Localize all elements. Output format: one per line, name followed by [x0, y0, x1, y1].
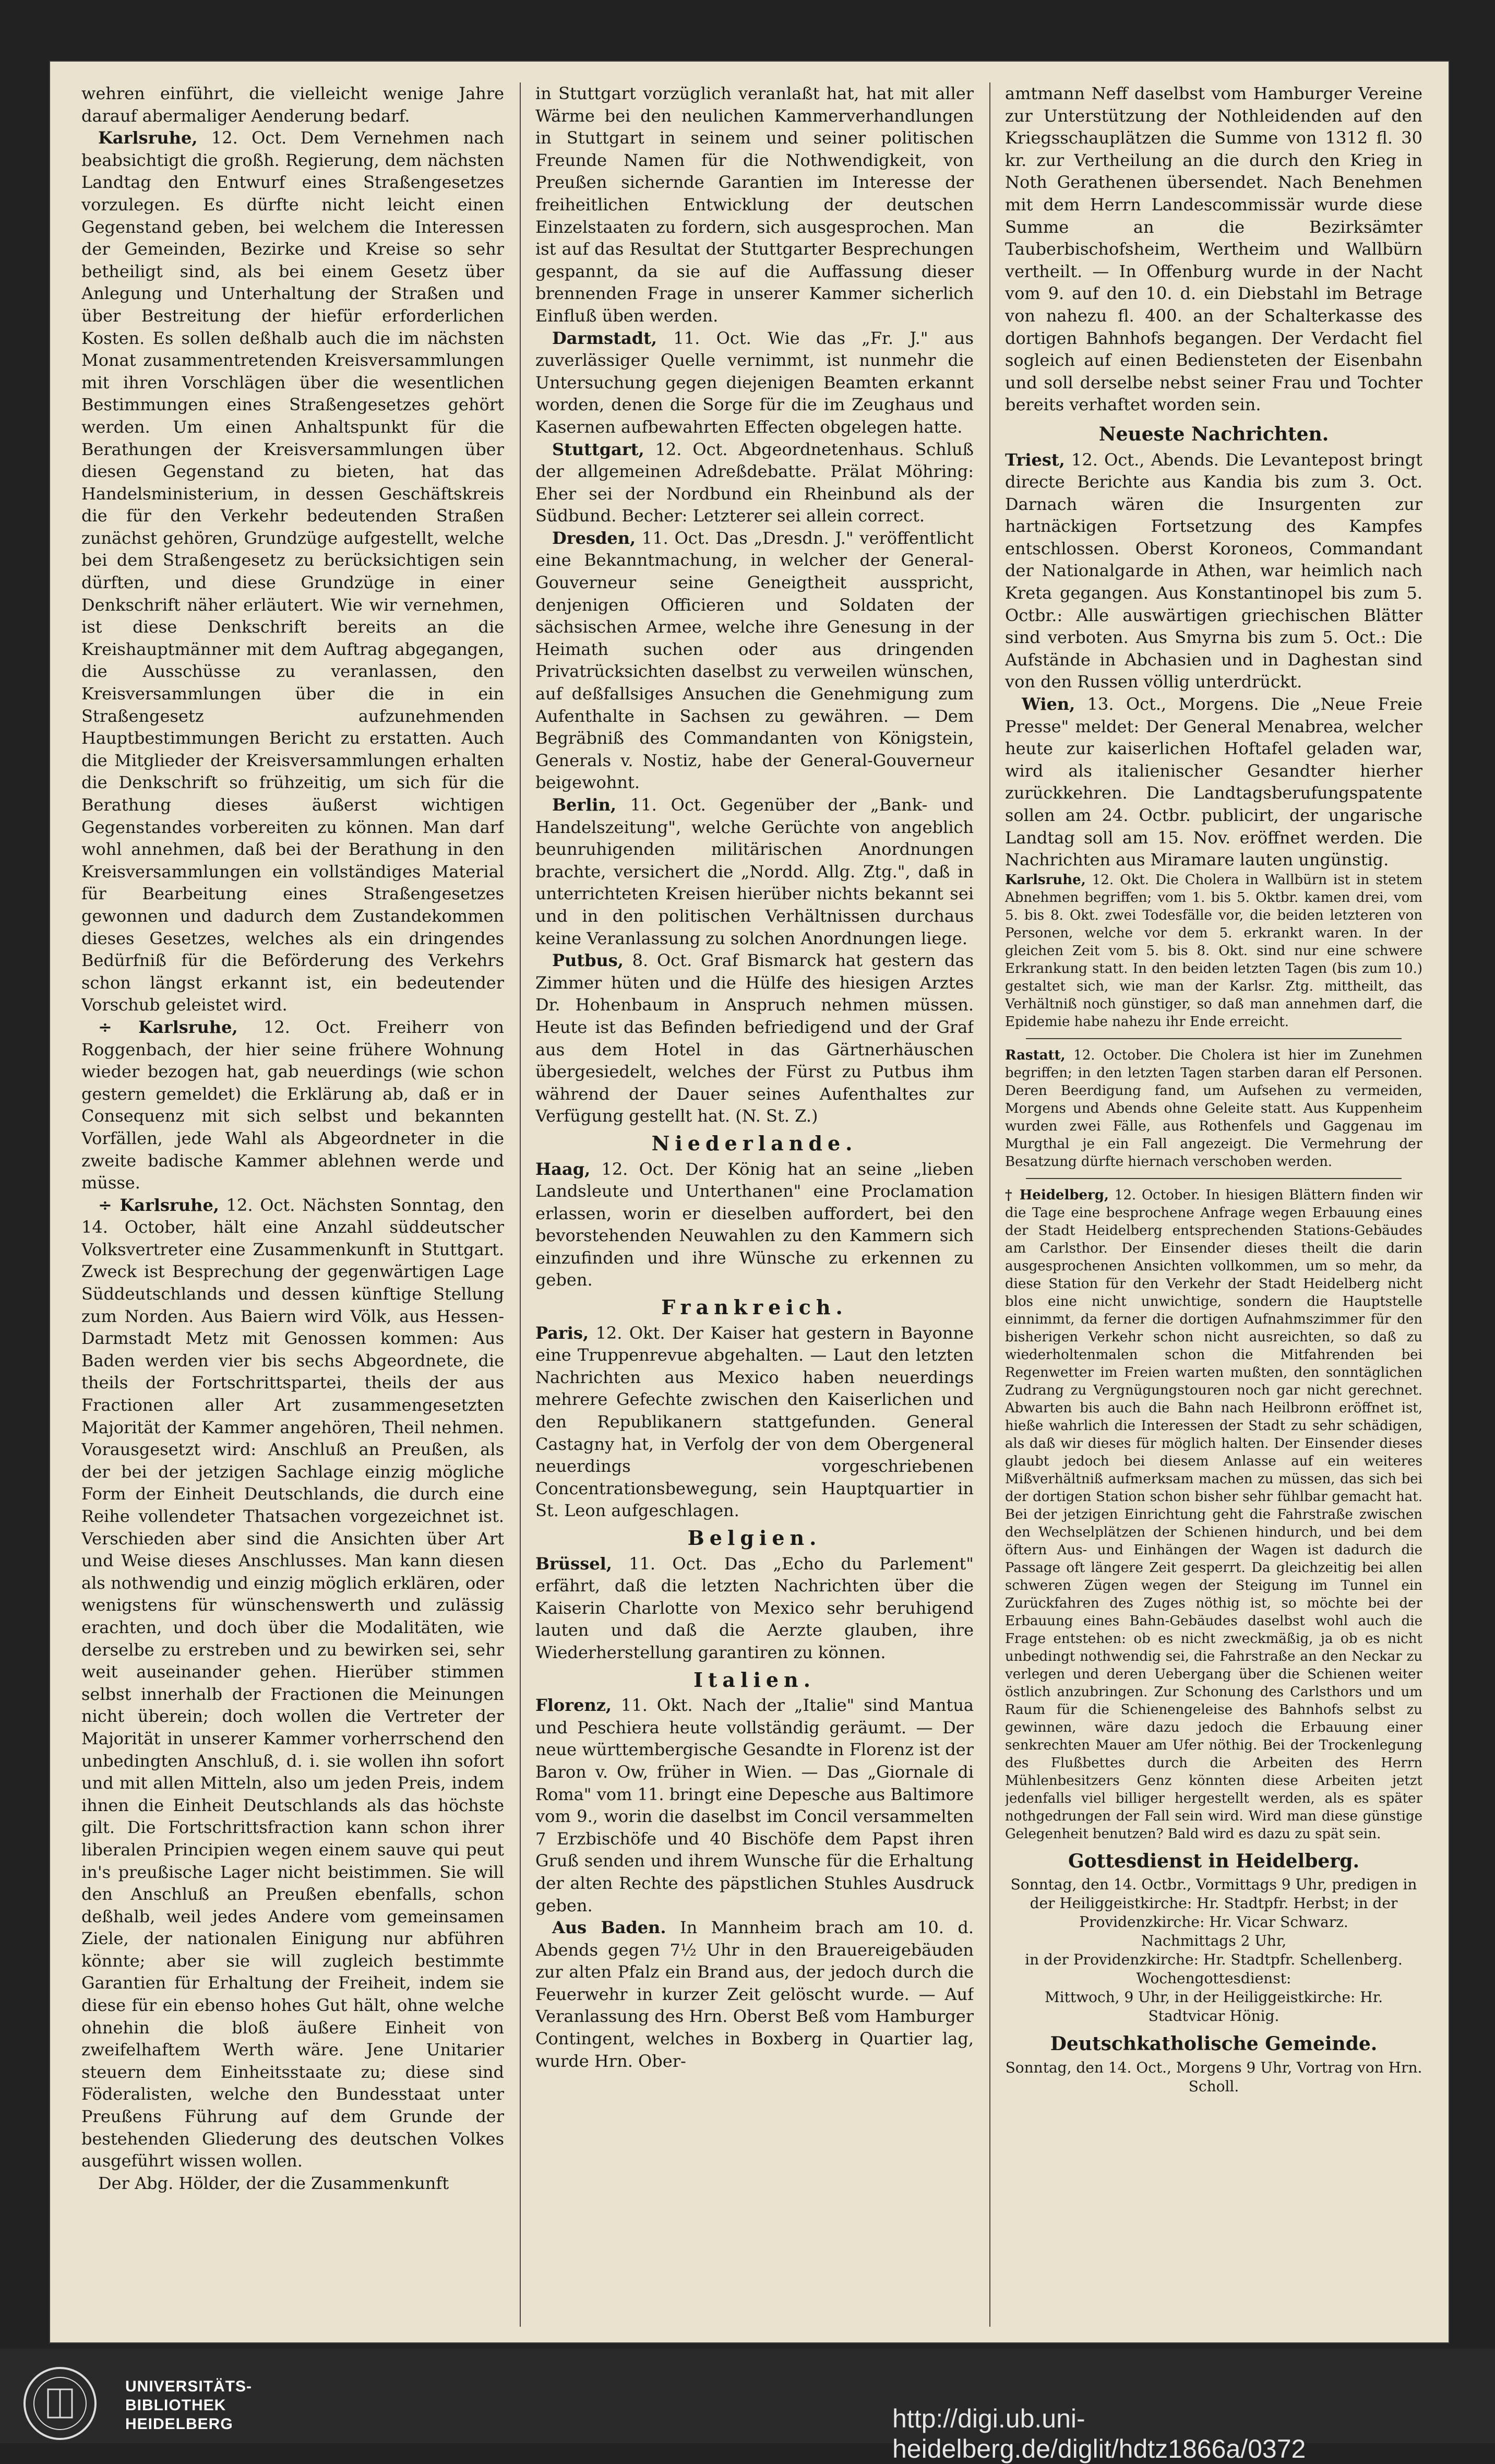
column-divider — [989, 82, 990, 2327]
library-footer — [0, 2349, 1495, 2463]
newspaper-page — [50, 62, 1449, 2342]
section-heading-german-catholic: Deutschkatholische Gemeinde. — [1050, 2033, 1378, 2055]
schedule-line: Mittwoch, 9 Uhr, in der Heiliggeistkirche: Hr. Stadtvicar Hönig. — [1045, 1989, 1383, 2025]
article-paragraph: Dresden, 11. Oct. Das „Dresdn. J." veröffentlicht eine Bekanntmachung, in welcher der General-Gouverneur seine Geneigtheit ausspricht, denjenigen Officieren und Soldaten der sächsischen Armee, welche ihre Genesung in der Heimath suchen oder aus dringenden Privatrücksichten daselbst zu verweilen wünschen, auf deßfallsiges Ansuchen die Genehmigung zum Aufenthalte in Sachsen zu gewähren. — Dem Begräbniß des Commandanten von Königstein, Generals v. Nostiz, habe der General-Gouverneur beigewohnt. — [535, 528, 974, 793]
article-paragraph: Karlsruhe, 12. Oct. Dem Vernehmen nach beabsichtigt die großh. Regierung, dem nächsten Landtag den Entwurf eines Straßengesetzes vorzulegen. Es dürfte nicht leicht einen Gegenstand geben, bei welchem die Interessen der Gemeinden, Bezirke und Kreise so sehr betheiligt sind, als bei einem Gesetz über Anlegung und Unterhaltung der Straßen und über Bestreitung der hiefür erforderlichen Kosten. Es sollen deßhalb auch die im nächsten Monat zusammentretenden Kreisversammlungen mit ihren Vorschlägen über die wesentlichen Bestimmungen eines Straßengesetzes gehört werden. Um einen Anhaltspunkt für die Berathungen der Kreisversammlungen über diesen Gegenstand zu bieten, hat das Handelsministerium, in dessen Geschäftskreis die für den Verkehr bedeutenden Straßen zunächst gehören, Grundzüge aufgestellt, welche bei dem Straßengesetz zu berücksichtigen sein dürften, und diese Grundzüge in einer Denkschrift näher erläutert. Wie wir vernehmen, ist diese Denkschrift bereits an die Kreishauptmänner mit dem Auftrag abgegangen, die Ausschüsse zu veranlassen, den Kreisversammlungen über die in ein Straßengesetz aufzunehmenden Hauptbestimmungen Bericht zu erstatten. Auch die Mitglieder der Kreisversammlungen erhalten die Denkschrift so frühzeitig, um sich für die Berathung dieses äußerst wichtigen Gegenstandes vorbereiten zu können. Man darf wohl annehmen, daß bei der Berathung in den Kreisversammlungen ein vollständiges Material für Bearbeitung eines Straßengesetzes gewonnen und dadurch dem Zustandekommen dieses Gesetzes, welches als ein dringendes Bedürfniß für die Beförderung des Verkehrs schon längst erkannt ist, ein bedeutender Vorschub geleistet wird. — [81, 128, 504, 1015]
dateline: ÷ Karlsruhe, — [98, 1017, 238, 1037]
schedule-line: Wochengottesdienst: — [1136, 1970, 1291, 1987]
article-paragraph: Stuttgart, 12. Oct. Abgeordnetenhaus. Schluß der allgemeinen Adreßdebatte. Prälat Möhring: Eher sei der Nordbund ein Rheinbund als der Südbund. Becher: Letzterer sei allein correct. — [535, 439, 974, 526]
dateline: Haag, — [535, 1159, 591, 1179]
dateline: Rastatt, — [1005, 1047, 1066, 1063]
schedule-line: Nachmittags 2 Uhr, — [1141, 1932, 1287, 1950]
article-paragraph: ÷ Karlsruhe, 12. Oct. Nächsten Sonntag, den 14. October, hält eine Anzahl süddeutscher Volksvertreter eine Zusammenkunft in Stuttgart. Zweck ist Besprechung der gegenwärtigen Lage Süddeutschlands und dessen künftige Stellung zum Norden. Aus Baiern wird Völk, aus Hessen-Darmstadt Metz mit Genossen kommen: Aus Baden werden vier bis sechs Abgeordnete, die theils der Fortschrittspartei, theils der aus Fractionen aller Art zusammengesetzten Majorität der Kammer angehören, Theil nehmen. Vorausgesetzt wird: Anschluß an Preußen, als der bei der jetzigen Sachlage einzig mögliche Form der Einheit Deutschlands, die durch eine Reihe vollendeter Thatsachen vorgezeichnet ist. Verschieden aber sind die Ansichten über Art und Weise dieses Anschlusses. Man kann diesen als nothwendig und einzig möglich erklären, oder wenigstens für wünschenswerth und zulässig erachten, und doch über die Modalitäten, wie derselbe zu erstreben und zu bewirken sei, sehr weit auseinander gehen. Hierüber stimmen selbst innerhalb der Fractionen die Meinungen nicht überein; doch wollen die Vertreter der Majorität in unserer Kammer vorherrschend den unbedingten Anschluß, d. i. sie wollen ihn sofort und mit allen Mitteln, also um jeden Preis, indem ihnen die Einheit Deutschlands als das höchste gilt. Die Fortschrittsfraction kann schon ihrer liberalen Principien wegen einem sauve qui peut in's preußische Lager nicht beistimmen. Sie will den Anschluß an Preußen ebenfalls, schon deßhalb, weil jedes Andere vom gemeinsamen Ziele, der nationalen Einigung nur abführen könnte; aber sie will zugleich bestimmte Garantien für Erhaltung der Freiheit, indem sie diese für ein ebenso hohes Gut hält, ohne welche ohnehin die bloß äußere Einheit von zweifelhaftem Werth wäre. Jene Unitarier steuern dem Einheitsstaate zu; diese sind Föderalisten, welche den Bundesstaat unter Preußens Führung auf dem Grunde der bestehenden Gliederung des deutschen Volkes ausgeführt wissen wollen. — [81, 1195, 504, 2171]
dateline: Triest, — [1005, 449, 1065, 470]
column-middle — [535, 82, 974, 2327]
column-divider — [520, 82, 521, 2327]
library-logo-icon — [21, 2364, 99, 2443]
dateline: Wien, — [1022, 694, 1075, 715]
article-paragraph: Brüssel, 11. Oct. Das „Echo du Parlement" erfährt, daß die letzten Nachrichten über die Kaiserin Charlotte von Mexico sehr beruhigend lauten und daß die Aerzte glauben, ihre Wiederherstellung garantiren zu können. — [535, 1553, 974, 1662]
article-paragraph: Der Abg. Hölder, der die Zusammenkunft — [98, 2173, 449, 2193]
dateline: Darmstadt, — [552, 328, 657, 348]
article-paragraph: Aus Baden. In Mannheim brach am 10. d. Abends gegen 7½ Uhr in den Brauereigebäuden zur alten Pfalz ein Brand aus, der jedoch durch die Feuerwehr in kurzer Zeit gelöscht wurde. — Auf Veranlassung des Hrn. Oberst Beß vom Hamburger Contingent, welches in Boxberg in Quartier lag, wurde Hrn. Ober- — [535, 1918, 974, 2071]
article-paragraph: in Stuttgart vorzüglich veranlaßt hat, hat mit aller Wärme bei den neulichen Kammerverhandlungen in Stuttgart in seinem und seiner politischen Freunde Namen für die Nothwendigkeit, von Preußen sichernde Garantien im Interesse der freiheitlichen Entwicklung der deutschen Einzelstaaten zu fordern, sich ausgesprochen. Man ist auf das Resultat der Stuttgarter Besprechungen gespannt, da sie auf die Auffassung dieser brennenden Frage in unserer Kammer sicherlich Einfluß üben werden. — [535, 84, 974, 326]
section-heading-church-services: Gottesdienst in Heidelberg. — [1068, 1850, 1360, 1872]
dateline: Aus Baden. — [552, 1918, 666, 1938]
section-heading-netherlands: Niederlande. — [651, 1131, 858, 1155]
column-left — [81, 82, 504, 2327]
dateline: † Heidelberg, — [1005, 1187, 1109, 1203]
article-paragraph: Putbus, 8. Oct. Graf Bismarck hat gestern das Zimmer hüten und die Hülfe des hiesigen Arztes Dr. Hohenbaum in Anspruch nehmen müssen. Heute ist das Befinden befriedigend und der Graf aus dem Hotel in das Gärtnerhäuschen übergesiedelt, welches der Fürst zu Putbus ihm während der Dauer seines Aufenthaltes zur Verfügung gestellt hat. (N. St. Z.) — [535, 950, 974, 1126]
dateline: Putbus, — [552, 950, 624, 971]
church-schedule — [1005, 2058, 1422, 2096]
schedule-line: Sonntag, den 14. Octbr., Vormittags 9 Uhr, predigen in der Heiliggeistkirche: Hr. Stadtpfr. Herbst; in der Providenzkirche: Hr. Vicar Schwarz. — [1010, 1876, 1417, 1931]
article-paragraph: Karlsruhe, 12. Okt. Die Cholera in Wallbürn ist in stetem Abnehmen begriffen; vom 1. bis 5. Oktbr. kamen drei, vom 5. bis 8. Okt. zwei Todesfälle vor, die beiden letzteren von Personen, welche vor dem 5. erkrankt waren. In der gleichen Zeit vom 5. bis 8. Okt. sind nur eine schwere Erkrankung statt. In den beiden letzten Tagen (bis zum 10.) gestaltet sich, wie man der Karlsr. Ztg. mittheilt, das Verhältniß noch günstiger, so daß man annehmen darf, die Epidemie habe nahezu ihr Ende erreicht. — [1005, 872, 1422, 1030]
separator — [1026, 1178, 1402, 1179]
article-paragraph: Wien, 13. Oct., Morgens. Die „Neue Freie Presse" meldet: Der General Menabrea, welcher heute zur kaiserlichen Hoftafel geladen war, wird als italienischer Gesandter hierher zurückkehren. Die Landtagsberufungspatente sollen am 24. Octbr. publicirt, der ungarische Landtag soll am 15. Nov. eröffnet werden. Die Nachrichten aus Miramare lauten ungünstig. — [1005, 694, 1422, 870]
dateline: Brüssel, — [535, 1553, 612, 1574]
dateline: Paris, — [535, 1323, 589, 1343]
section-heading-italy: Italien. — [693, 1668, 816, 1692]
dateline: Florenz, — [535, 1695, 612, 1716]
dateline: Dresden, — [552, 528, 636, 548]
article-paragraph: amtmann Neff daselbst vom Hamburger Vereine zur Unterstützung der Nothleidenden auf den Kriegsschauplätzen die Summe von 1312 fl. 30 kr. zur Vertheilung an die durch den Krieg in Noth Gerathenen übersendet. Nach Benehmen mit dem Herrn Landescommissär wurde diese Summe an die Bezirksämter Tauberbischofsheim, Wertheim und Wallbürn vertheilt. — In Offenburg wurde in der Nacht vom 9. auf den 10. d. ein Diebstahl im Betrage von nahezu fl. 400. an der Schalterkasse des dortigen Bahnhofs begangen. Der Verdacht fiel sogleich auf einen Bediensteten der Eisenbahn und soll derselbe nebst seiner Frau und Tochter bereits verhaftet worden sein. — [1005, 84, 1422, 415]
dateline: Karlsruhe, — [98, 128, 198, 148]
section-heading-belgium: Belgien. — [687, 1526, 822, 1550]
article-paragraph: Berlin, 11. Oct. Gegenüber der „Bank- und Handelszeitung", welche Gerüchte von angeblich beunruhigenden militärischen Anordnungen brachte, versichert die „Nordd. Allg. Ztg.", daß in unterrichteten Kreisen hierüber nichts bekannt sei und in den politischen Verhältnissen durchaus keine Veranlassung zu solchen Anordnungen liege. — [535, 795, 974, 948]
separator — [1026, 1038, 1402, 1039]
article-paragraph: † Heidelberg, 12. October. In hiesigen Blättern finden wir die Tage eine besprochene Anfrage wegen Erbauung eines der Stadt Heidelberg entsprechenden Stations-Gebäudes am Carlsthor. Der Einsender dieses theilt die darin ausgesprochenen Ansichten vollkommen, um so mehr, da diese Station für den Verkehr der Stadt Heidelberg nicht blos eine nicht unwichtige, sondern die Hauptstelle einnimmt, da ferner die dortigen Aufnahmszimmer für den bisherigen Verkehr schon nicht ausreichten, so daß zu wiederholtenmalen schon die Mitfahrenden bei Regenwetter im Freien warten mußten, den sonntäglichen Zudrang zu Vergnügungstouren noch gar nicht gerechnet. Abwarten bis auch die Bahn nach Heilbronn eröffnet ist, hieße wahrlich die Interessen der Stadt zu sehr schädigen, als daß wir dieses für möglich halten. Der Einsender dieses glaubt jedoch bei diesem Anlasse auf ein weiteres Mißverhältniß aufmerksam machen zu müssen, das sich bei der dortigen Station schon bisher sehr fühlbar gemacht hat. Bei der jetzigen Einrichtung geht die Fahrstraße zwischen den Wechselplätzen der Schienen hindurch, und bei dem öftern Aus- und Einhängen der Wagen ist dadurch die Passage oft längere Zeit gesperrt. Da gleichzeitig bei allen schweren Zügen wegen der Steigung im Tunnel ein Zurückfahren des Zuges nöthig ist, so möchte bei der Erbauung eines Bahn-Gebäudes daselbst wohl auch die Frage entstehen: ob es nicht zweckmäßig, ja ob es nicht unbedingt nothwendig sei, die Fahrstraße an den Neckar zu verlegen und deren Uebergang über die Schienen weiter östlich anzubringen. Zur Schonung des Carlsthors und um Raum für die Schienengeleise des Bahnhofs selbst zu gewinnen, wäre dazu jedoch die Erbauung einer senkrechten Mauer am Ufer nöthig. Bei der Trockenlegung des Flußbettes durch die Arbeiten des Herrn Mühlenbesitzers Genz könnten diese Arbeiten jetzt jedenfalls viel billiger hergestellt werden, als es später nothgedrungen der Fall sein wird. Wird man diese günstige Gelegenheit benutzen? Bald wird es dazu zu spät sein. — [1005, 1187, 1422, 1842]
article-paragraph: Rastatt, 12. October. Die Cholera ist hier im Zunehmen begriffen; in den letzten Tagen starben daran elf Personen. Deren Beerdigung fand, um Aufsehen zu vermeiden, Morgens und Abends ohne Geleite statt. Aus Kuppenheim wurden zwei Fälle, aus Rothenfels und Gaggenau im Murgthal je ein Fall angezeigt. Die Vermehrung der Besatzung dürfte hiernach verschoben werden. — [1005, 1047, 1422, 1170]
library-name: UNIVERSITÄTS- BIBLIOTHEK HEIDELBERG — [125, 2378, 253, 2433]
article-paragraph: wehren einführt, die vielleicht wenige Jahre darauf abermaliger Aenderung bedarf. — [81, 84, 504, 126]
schedule-line: in der Providenzkirche: Hr. Stadtpfr. Schellenberg. — [1025, 1951, 1403, 1969]
source-url-link[interactable]: http://digi.ub.uni-heidelberg.de/diglit/hdtz1866a/0372 — [892, 2404, 1306, 2463]
dateline: ÷ Karlsruhe, — [98, 1195, 219, 1215]
small-print-block — [1005, 871, 1422, 1843]
dateline: Berlin, — [552, 795, 616, 815]
section-heading-latest-news: Neueste Nachrichten. — [1098, 423, 1329, 445]
article-paragraph: Triest, 12. Oct., Abends. Die Levantepost bringt directe Berichte aus Kandia bis zum 3. Oct. Darnach wären die Insurgenten zur hartnäckigen Fortsetzung des Kampfes entschlossen. Oberst Koroneos, Commandant der Nationalgarde in Athen, war heimlich nach Kreta gegangen. Aus Konstantinopel bis zum 5. Octbr.: Alle auswärtigen griechischen Blätter sind verboten. Aus Smyrna bis zum 5. Oct.: Die Aufstände in Abchasien und in Daghestan sind von den Russen völlig unterdrückt. — [1005, 449, 1422, 692]
schedule-line: Sonntag, den 14. Oct., Morgens 9 Uhr, Vortrag von Hrn. Scholl. — [1005, 2058, 1422, 2095]
article-paragraph: Paris, 12. Okt. Der Kaiser hat gestern in Bayonne eine Truppenrevue abgehalten. — Laut den letzten Nachrichten aus Mexico haben neuerdings mehrere Gefechte zwischen den Kaiserlichen und den Republikanern stattgefunden. General Castagny hat, in Verfolg der von dem Obergeneral neuerdings vorgeschriebenen Concentrationsbewegung, sein Hauptquartier in St. Leon aufgeschlagen. — [535, 1323, 974, 1521]
article-paragraph: ÷ Karlsruhe, 12. Oct. Freiherr von Roggenbach, der hier seine frühere Wohnung wieder bezogen hat, gab neuerdings (wie schon gestern gemeldet) die Erklärung ab, daß er in Consequenz mit sich selbst und bekannten Vorfällen, jede Wahl als Abgeordneter in die zweite badische Kammer ablehnen werde und müsse. — [81, 1017, 504, 1193]
church-schedule — [1005, 1875, 1422, 2026]
column-right — [1005, 82, 1422, 2327]
dateline: Stuttgart, — [552, 439, 644, 459]
article-paragraph: Darmstadt, 11. Oct. Wie das „Fr. J." aus zuverlässiger Quelle vernimmt, ist nunmehr die Untersuchung gegen diejenigen Beamten erkannt worden, denen die Sorge für die im Zeughaus und Kasernen aufbewahrten Effecten obgelegen hatte. — [535, 328, 974, 437]
dateline: Karlsruhe, — [1005, 872, 1086, 888]
article-paragraph: Florenz, 11. Okt. Nach der „Italie" sind Mantua und Peschiera heute vollständig geräumt. — Der neue württembergische Gesandte in Florenz ist der Baron v. Ow, früher in Wien. — Das „Giornale di Roma" vom 11. bringt eine Depesche aus Baltimore vom 9., worin die daselbst im Concil versammelten 7 Erzbischöfe und 40 Bischöfe dem Papst ihren Gruß senden und ihrem Wunsche für die Erhaltung der alten Rechte des päpstlichen Stuhles Ausdruck geben. — [535, 1695, 974, 1915]
article-paragraph: Haag, 12. Oct. Der König hat an seine „lieben Landsleute und Unterthanen" eine Proclamation erlassen, worin er dieselben auffordert, bei den bevorstehenden Neuwahlen zu den Kammern sich einzufinden und ihre Wünsche zu erkennen zu geben. — [535, 1159, 974, 1290]
section-heading-france: Frankreich. — [661, 1295, 848, 1319]
